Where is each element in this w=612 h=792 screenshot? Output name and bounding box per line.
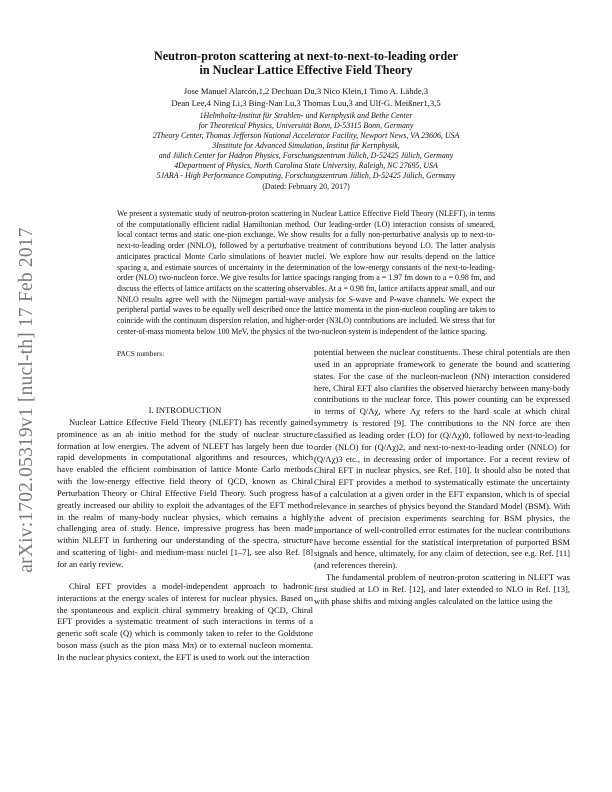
paragraph: The fundamental problem of neutron-proton scattering in NLEFT was first studied at LO in Ref. [12], and later extended to NLO in Ref. [13], with phase shifts and mixing angles calculated on the lattice using the [314,572,570,606]
paragraph: potential between the nuclear constituents. These chiral potentials are then used in an appropriate framework to generate the bound and scattering states. For the case of the nucleon-nucleon (NN) interaction considered here, Chiral EFT also clarifies the observed hierarchy between many-body contributions to the nuclear force. This power counting can be expressed in terms of Q/Λχ, where Λχ refers to the hard scale at which chiral symmetry is restored [9]. The contributions to the NN force are then classified as leading order (LO) for (Q/Λχ)0, followed by next-to-leading order (NLO) for (Q/Λχ)2, and next-to-next-to-leading order (NNLO) for (Q/Λχ)3 etc., in decreasing order of importance. For a recent review of Chiral EFT in nuclear physics, see Ref. [10]. It should also be noted that Chiral EFT provides a method to systematically estimate the uncertainty of a calculation at a given order in the EFT expansion, which is of special relevance in searches of physics beyond the Standard Model (BSM). With the advent of precision experiments searching for BSM physics, the importance of well-controlled error estimates for the nuclear contributions have become essential for the statistical interpretation of purported BSM signals and hence, ultimately, for any claim of detection, see e.g. Ref. [11] (and references therein). [314,347,570,571]
affiliation-3b: and Jülich Center for Hadron Physics, Forschungszentrum Jülich, D-52425 Jülich, Germany [158,151,454,160]
paper-title-line-2: in Nuclear Lattice Effective Field Theory [199,63,413,77]
affiliation-4: 4Department of Physics, North Carolina State University, Raleigh, NC 27695, USA [174,161,438,170]
affiliation-1a: 1Helmholtz-Institut für Strahlen- und Kernphysik and Bethe Center [199,111,413,120]
paragraph: Nuclear Lattice Effective Field Theory (NLEFT) has recently gained prominence as an ab initio method for the study of nuclear structure formation at low energies. The advent of NLEFT has largely been due to rapid developments in computational algorithms and resources, which have enabled the efficient combination of lattice Monte Carlo methods with the low-energy effective field theory of QCD, known as Chiral Perturbation Theory or Chiral Effective Field Theory. Such progress has greatly increased our ability to exploit the advantages of the EFT method in the realm of many-body nuclear physics, which remains a highly challenging area of study. Hence, impressive progress has been made within NLEFT in furthering our understanding of the spectra, structure and scattering of light- and medium-mass nuclei [1–7], see also Ref. [8] for an early review. [57,416,313,569]
authors-line-2: Dean Lee,4 Ning Li,3 Bing-Nan Lu,3 Thomas Luu,3 and Ulf-G. Meißner1,3,5 [171,98,441,108]
section-heading: I. INTRODUCTION [148,405,222,415]
abstract: We present a systematic study of neutron-proton scattering in Nuclear Lattice Effective Field Theory (NLEFT), in terms of the computationally efficient radial Hamiltonian method. Our leading-order (LO) interaction consists of smeared, local contact terms and static one-pion exchange. We show results for a fully non-perturbative analysis up to next-to-next-to-leading order (NNLO), followed by a perturbative treatment of contributions beyond LO. The latter analysis anticipates practical Monte Carlo simulations of heavier nuclei. We explore how our results depend on the lattice spacing a, and estimate sources of uncertainty in the determination of the low-energy constants of the next-to-leading-order (NLO) two-nucleon force. We give results for lattice spacings ranging from a = 1.97 fm down to a = 0.98 fm, and discuss the effects of lattice artifacts on the scattering observables. At a = 0.98 fm, lattice artifacts appear small, and our NNLO results agree well with the Nijmegen partial-wave analysis for S-wave and P-wave channels. We expect the peripheral partial waves to be equally well described once the lattice momenta in the pion-nucleon coupling are taken to coincide with the continuum dispersion relation, and higher-order (N3LO) contributions are included. We stress that for center-of-mass momenta below 100 MeV, the physics of the two-nucleon system is independent of the lattice spacing. [117,209,495,336]
dated-line: (Dated: February 20, 2017) [262,182,350,191]
affiliation-5: 5JARA - High Performance Computing, Forschungszentrum Jülich, D-52425 Jülich, Germany [156,171,456,180]
paragraph: Chiral EFT provides a model-independent approach to hadronic interactions at the energy scales of interest for nuclear physics. Based on the spontaneous and explicit chiral symmetry breaking of QCD, Chiral EFT provides a systematic treatment of such interactions in terms of a generic soft scale (Q) which is commonly taken to refer to the Goldstone boson mass (such as the pion mass Mπ) or to external nucleon momenta. In the nuclear physics context, the EFT is used to work out the interaction [57,580,313,662]
left-column [57,405,313,664]
paper-title-line-1: Neutron-proton scattering at next-to-next-to-leading order [153,49,459,63]
arxiv-identifier: arXiv:1702.05319v1 [nucl-th] 17 Feb 2017 [16,227,37,573]
affiliation-3a: 3Institute for Advanced Simulation, Institut für Kernphysik, [212,141,400,150]
affiliation-2: 2Theory Center, Thomas Jefferson National Accelerator Facility, Newport News, VA 23606, USA [152,131,460,140]
authors-line-1: Jose Manuel Alarcón,1,2 Dechuan Du,3 Nico Klein,1 Timo A. Lähde,3 [183,86,429,96]
right-column [314,347,570,608]
pacs-numbers: PACS numbers: [117,349,165,358]
affiliation-1b: for Theoretical Physics, Universität Bonn, D-53115 Bonn, Germany [198,121,414,130]
